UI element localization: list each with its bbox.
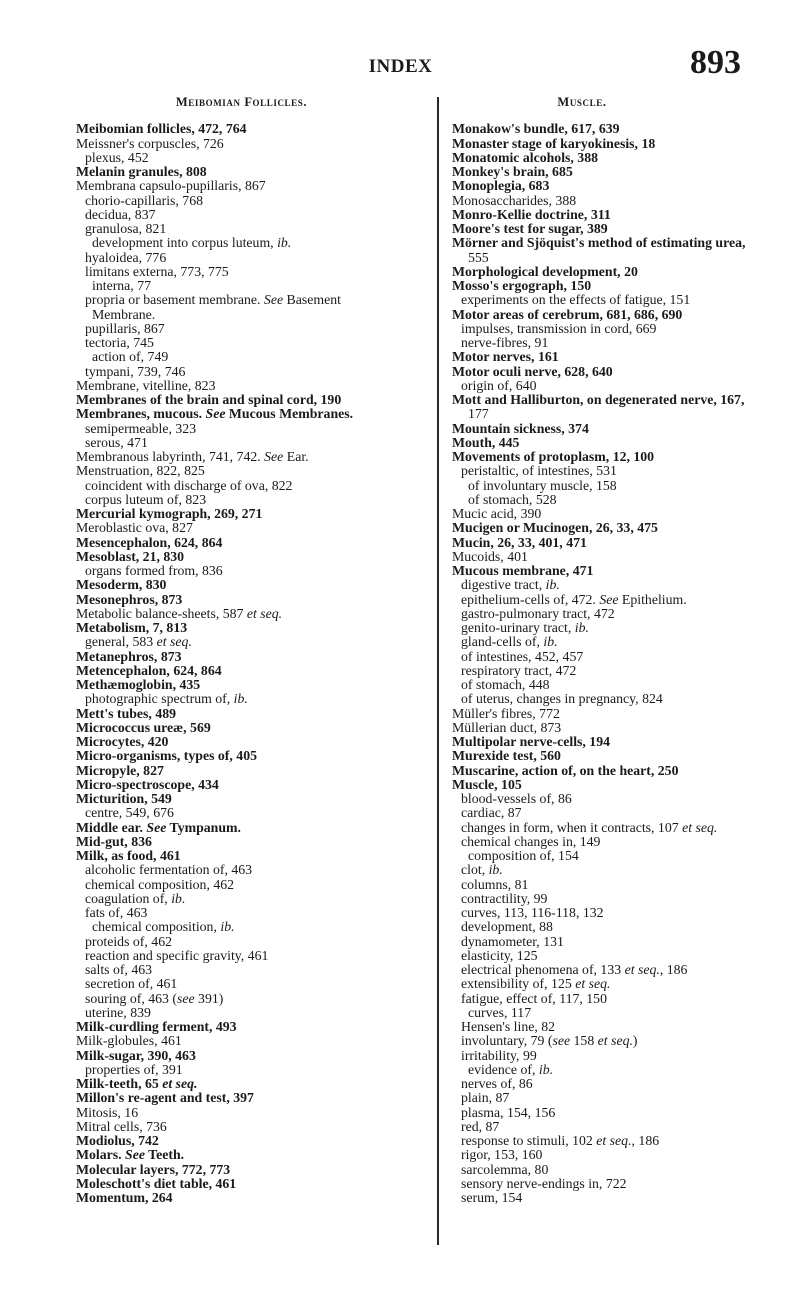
index-entry: of stomach, 448 [461,677,550,692]
index-entry: Molecular layers, 772, 773 [76,1161,231,1177]
index-entries-left [76,122,421,1205]
index-entry: nerve-fibres, 91 [461,335,549,350]
index-entry: sensory nerve-endings in, 722 [461,1175,627,1191]
index-entry: Mucic acid, 390 [452,506,542,521]
index-entry: Meroblastic ova, 827 [76,520,193,536]
index-entry: Milk-sugar, 390, 463 [76,1047,196,1063]
index-entry: contractility, 99 [461,890,548,906]
index-entry: Melanin granules, 808 [76,164,207,179]
column-heading-right: Muscle. [557,95,607,109]
index-entry: Morphological development, 20 [452,263,638,279]
index-entry: Methæmoglobin, 435 [76,677,201,692]
index-entry: Mid-gut, 836 [76,833,152,849]
index-entry: Momentum, 264 [76,1190,173,1205]
index-entry: Microcytes, 420 [76,734,169,749]
page-number: 893 [690,44,741,81]
index-entry: Mercurial kymograph, 269, 271 [76,506,263,521]
index-entry: curves, 117 [468,1004,532,1020]
index-entry: Membrane, vitelline, 823 [76,377,216,393]
index-entry: Murexide test, 560 [452,748,561,764]
index-entry: Middle ear. See Tympanum. [76,819,241,835]
index-entry: gastro-pulmonary tract, 472 [461,605,615,621]
index-entry: general, 583 et seq. [85,634,192,650]
column-divider [437,97,439,1245]
index-entry: response to stimuli, 102 et seq., 186 [461,1133,660,1148]
index-entry: clot, ib. [461,862,503,878]
index-entry: semipermeable, 323 [85,420,197,436]
index-entry: salts of, 463 [85,962,153,977]
index-entry: Membrana capsulo-pupillaris, 867 [76,178,266,194]
index-entry: Mountain sickness, 374 [452,420,589,436]
index-entry: of involuntary muscle, 158 [468,477,617,493]
index-entry: serum, 154 [461,1190,523,1205]
index-entry: plain, 87 [461,1090,510,1106]
index-entry: secretion of, 461 [85,976,178,992]
index-entry: reaction and specific gravity, 461 [85,947,269,963]
index-entry: Motor oculi nerve, 628, 640 [452,363,613,379]
index-entry: Multipolar nerve-cells, 194 [452,734,610,749]
index-entry: Mott and Halliburton, on degenerated nerve, 167, [452,392,745,407]
index-entry: Muscle, 105 [452,776,522,792]
index-entry: Mosso's ergograph, 150 [452,278,592,293]
index-entry: irritability, 99 [461,1047,537,1063]
index-entry: involuntary, 79 (see 158 et seq.) [461,1033,638,1049]
index-entry: Motor nerves, 161 [452,349,559,365]
index-entry: alcoholic fermentation of, 463 [85,862,253,878]
index-entry: rigor, 153, 160 [461,1147,543,1163]
index-entry: Monkey's brain, 685 [452,164,573,179]
index-entry: propria or basement membrane. See Basement [85,292,341,308]
index-entry: Micro-organisms, types of, 405 [76,748,257,764]
index-entry: centre, 549, 676 [85,805,174,821]
index-entry: photographic spectrum of, ib. [85,691,248,707]
index-entry: Moleschott's diet table, 461 [76,1175,237,1191]
index-entry: Mucous membrane, 471 [452,563,594,578]
index-entry: Monoplegia, 683 [452,178,550,194]
index-entry: plexus, 452 [85,149,149,165]
index-entry: coincident with discharge of ova, 822 [85,477,293,493]
index-entry: of stomach, 528 [468,491,557,507]
index-entry: origin of, 640 [461,377,537,393]
index-entry: chemical composition, ib. [92,919,235,935]
index-entry: Motor areas of cerebrum, 681, 686, 690 [452,306,683,322]
index-entry: Mesonephros, 873 [76,591,183,607]
index-entry: Membranes of the brain and spinal cord, 190 [76,392,342,407]
index-entry: genito-urinary tract, ib. [461,620,589,635]
index-entry: Micropyle, 827 [76,762,164,778]
index-entry: composition of, 154 [468,848,579,863]
index-entry: Mett's tubes, 489 [76,705,177,721]
index-entry: sarcolemma, 80 [461,1161,549,1177]
index-entry: curves, 113, 116-118, 132 [461,905,604,920]
index-entry: Monosaccharides, 388 [452,192,577,208]
index-entry: red, 87 [461,1118,500,1134]
running-header: INDEX [368,56,433,77]
index-entries-right [452,122,772,1205]
index-entry: peristaltic, of intestines, 531 [461,463,617,479]
index-entry: souring of, 463 (see 391) [85,990,224,1006]
index-entry: 177 [468,406,489,422]
index-entry: proteids of, 462 [85,933,172,949]
index-entry: elasticity, 125 [461,947,538,963]
index-entry: extensibility of, 125 et seq. [461,976,611,992]
index-entry: Milk, as food, 461 [76,848,181,863]
index-entry: Mucigen or Mucinogen, 26, 33, 475 [452,520,658,536]
index-entry: plasma, 154, 156 [461,1104,556,1120]
index-entry: chemical composition, 462 [85,876,235,892]
index-entry: respiratory tract, 472 [461,662,577,678]
index-entry: development, 88 [461,919,553,935]
index-entry: organs formed from, 836 [85,563,223,578]
index-entry: Molars. See Teeth. [76,1147,185,1163]
index-entry: Mesoblast, 21, 830 [76,548,185,564]
index-entry: Mesencephalon, 624, 864 [76,534,223,550]
index-entry: nerves of, 86 [461,1076,533,1091]
index-entry: columns, 81 [461,876,529,892]
index-entry: evidence of, ib. [468,1061,554,1077]
index-entry: Micro-spectroscope, 434 [76,776,219,792]
index-entry: Moore's test for sugar, 389 [452,221,608,236]
index-entry: Membranes, mucous. See Mucous Membranes. [76,406,354,422]
index-column-right [452,95,772,1205]
index-entry: fatigue, effect of, 117, 150 [461,990,607,1006]
index-entry: Metencephalon, 624, 864 [76,662,222,678]
index-entry: changes in form, when it contracts, 107 et seq. [461,819,718,835]
index-entry: interna, 77 [92,278,152,293]
index-entry: coagulation of, ib. [85,890,186,906]
index-entry: serous, 471 [85,434,148,450]
index-entry: Mitosis, 16 [76,1104,139,1120]
index-entry: Monatomic alcohols, 388 [452,149,599,165]
index-entry: Monakow's bundle, 617, 639 [452,121,620,137]
index-entry: Menstruation, 822, 825 [76,463,205,479]
index-entry: dynamometer, 131 [461,933,564,949]
index-entry: decidua, 837 [85,206,156,222]
index-entry: development into corpus luteum, ib. [92,235,292,251]
index-entry: Müllerian duct, 873 [452,719,562,735]
index-entry: experiments on the effects of fatigue, 151 [461,292,691,308]
index-entry: Movements of protoplasm, 12, 100 [452,449,655,464]
index-entry: Müller's fibres, 772 [452,705,560,721]
index-entry: Micrococcus ureæ, 569 [76,719,211,735]
index-entry: Metabolic balance-sheets, 587 et seq. [76,605,283,621]
index-entry: tympani, 739, 746 [85,363,186,379]
index-entry: Metanephros, 873 [76,648,182,664]
index-entry: Meibomian follicles, 472, 764 [76,121,247,137]
index-entry: Modiolus, 742 [76,1133,159,1148]
index-entry: Monro-Kellie doctrine, 311 [452,206,611,222]
index-entry: Meissner's corpuscles, 726 [76,135,224,151]
index-entry: Mouth, 445 [452,434,520,450]
index-entry: Metabolism, 7, 813 [76,620,188,635]
index-entry: Mitral cells, 736 [76,1118,167,1134]
index-entry: chorio-capillaris, 768 [85,192,204,208]
index-entry: tectoria, 745 [85,335,154,350]
index-entry: impulses, transmission in cord, 669 [461,320,657,336]
index-entry: Mucin, 26, 33, 401, 471 [452,534,587,550]
index-entry: chemical changes in, 149 [461,833,601,849]
index-entry: of uterus, changes in pregnancy, 824 [461,691,663,707]
index-entry: Milk-curdling ferment, 493 [76,1019,237,1034]
index-entry: Hensen's line, 82 [461,1019,556,1034]
index-entry: pupillaris, 867 [85,320,165,336]
index-entry: epithelium-cells of, 472. See Epithelium. [461,591,687,607]
index-entry: uterine, 839 [85,1004,151,1020]
index-entry: Milk-globules, 461 [76,1033,182,1049]
index-entry: hyaloidea, 776 [85,249,167,265]
index-entry: cardiac, 87 [461,805,522,821]
index-entry: Mesoderm, 830 [76,577,167,593]
index-column-left [76,95,421,1205]
index-entry: Mucoids, 401 [452,548,528,564]
index-entry: Monaster stage of karyokinesis, 18 [452,135,656,151]
index-entry: electrical phenomena of, 133 et seq., 186 [461,962,688,977]
index-entry: 555 [468,249,489,265]
index-entry: corpus luteum of, 823 [85,491,207,507]
index-entry: fats of, 463 [85,905,148,920]
index-entry: Millon's re-agent and test, 397 [76,1090,254,1106]
index-entry: digestive tract, ib. [461,577,560,593]
index-entry: gland-cells of, ib. [461,634,558,650]
index-entry: granulosa, 821 [85,221,167,236]
index-entry: of intestines, 452, 457 [461,648,584,664]
index-entry: Milk-teeth, 65 et seq. [76,1076,198,1091]
index-entry: blood-vessels of, 86 [461,791,572,806]
index-entry: action of, 749 [92,349,169,365]
index-entry: Micturition, 549 [76,791,172,806]
index-entry: limitans externa, 773, 775 [85,263,229,279]
index-entry: Membrane. [92,306,156,322]
index-entry: Membranous labyrinth, 741, 742. See Ear. [76,449,309,464]
index-entry: Mörner and Sjöquist's method of estimating urea, [452,235,746,251]
column-heading-left: Meibomian Follicles. [175,95,308,109]
index-entry: properties of, 391 [85,1061,183,1077]
index-entry: Muscarine, action of, on the heart, 250 [452,762,679,778]
